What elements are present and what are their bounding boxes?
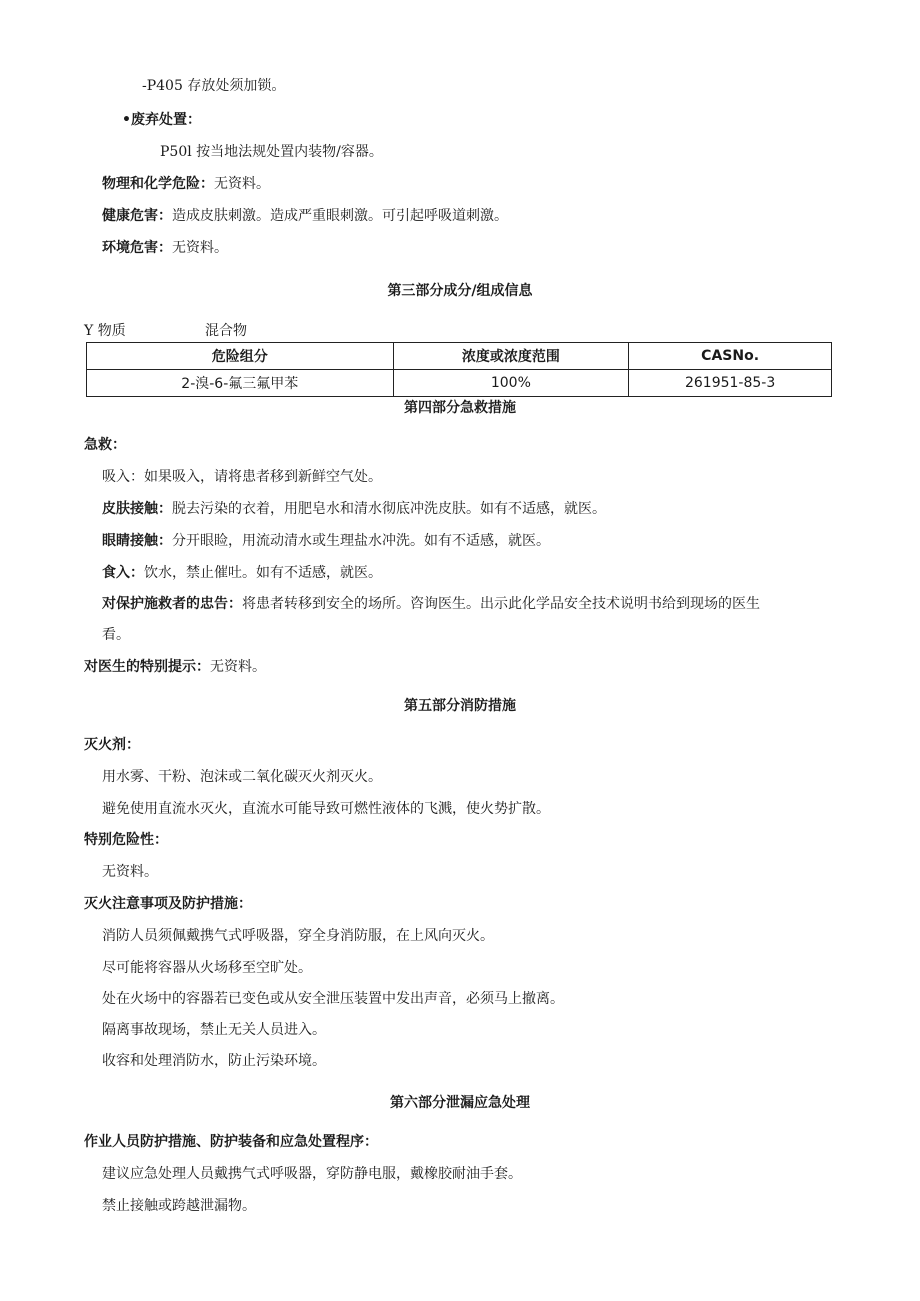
precautions-label: 灭火注意事项及防护措施：: [84, 896, 252, 912]
special-hazard-text: 无资料。: [102, 864, 158, 880]
disposal-bullet: •: [122, 112, 131, 128]
ingestion: [102, 563, 382, 583]
rescuer-advice-label: 对保护施救者的忠告：: [102, 596, 242, 612]
table-header-concentration: 浓度或浓度范围: [393, 343, 629, 370]
extinguishing-line: 避免使用直流水灭火，直流水可能导致可燃性液体的飞溅，使火势扩散。: [102, 801, 550, 817]
skin-contact-text: 脱去污染的衣着，用肥皂水和清水彻底冲洗皮肤。如有不适感，就医。: [172, 501, 606, 517]
personnel-line: 建议应急处理人员戴携气式呼吸器，穿防静电服，戴橡胶耐油手套。: [102, 1166, 522, 1182]
table-row: [87, 370, 832, 397]
substance-label: Y 物质: [84, 323, 126, 339]
precaution-line: 尽可能将容器从火场移至空旷处。: [102, 960, 312, 976]
extinguishing-label: 灭火剂：: [84, 737, 140, 753]
doctor-note: [84, 657, 266, 677]
environment-hazard-text: 无资料。: [172, 240, 228, 256]
doctor-note-label: 对医生的特别提示：: [84, 659, 210, 675]
special-hazard-label: 特别危险性：: [84, 832, 168, 848]
section3-title: 第三部分成分/组成信息: [387, 283, 533, 299]
table-cell-component: 2-溴-6-氟三氟甲苯: [87, 370, 394, 397]
precaution-line: 收容和处理消防水，防止污染环境。: [102, 1053, 326, 1069]
section6-title: 第六部分泄漏应急处理: [390, 1095, 530, 1111]
personnel-label: 作业人员防护措施、防护装备和应急处置程序：: [84, 1134, 378, 1150]
storage-p405: -P405 存放处须加锁。: [142, 78, 286, 94]
composition-table-header-row: [87, 343, 832, 370]
table-header-cas: CASNo.: [629, 343, 832, 370]
section5-title: 第五部分消防措施: [404, 698, 516, 714]
eye-contact-text: 分开眼睑，用流动清水或生理盐水冲洗。如有不适感，就医。: [172, 533, 550, 549]
environment-hazard-label: 环境危害：: [102, 240, 172, 256]
disposal-p501: P50l 按当地法规处置内装物/容器。: [160, 144, 383, 160]
precaution-line: 处在火场中的容器若已变色或从安全泄压装置中发出声音，必须马上撤离。: [102, 991, 564, 1007]
ingestion-label: 食入：: [102, 565, 144, 581]
health-hazard-text: 造成皮肤刺激。造成严重眼刺激。可引起呼吸道刺激。: [172, 208, 508, 224]
substance-value: 混合物: [205, 323, 247, 339]
skin-contact-label: 皮肤接触：: [102, 501, 172, 517]
composition-table: [86, 342, 832, 397]
health-hazard-label: 健康危害：: [102, 208, 172, 224]
physical-hazard: [102, 174, 270, 194]
skin-contact: [102, 499, 606, 519]
extinguishing-line: 用水雾、干粉、泡沫或二氧化碳灭火剂灭火。: [102, 769, 382, 785]
personnel-line: 禁止接触或跨越泄漏物。: [102, 1198, 256, 1214]
doctor-note-text: 无资料。: [210, 659, 266, 675]
table-cell-cas: 261951-85-3: [629, 370, 832, 397]
disposal-heading: [122, 110, 201, 130]
inhalation-text: 吸入：如果吸入，请将患者移到新鲜空气处。: [102, 469, 382, 485]
health-hazard: [102, 206, 508, 226]
section4-title: 第四部分急救措施: [404, 400, 516, 416]
precaution-line: 隔离事故现场，禁止无关人员进入。: [102, 1022, 326, 1038]
rescuer-advice-continued: 看。: [102, 627, 130, 643]
physical-hazard-text: 无资料。: [214, 176, 270, 192]
table-cell-concentration: 100%: [393, 370, 629, 397]
eye-contact-label: 眼睛接触：: [102, 533, 172, 549]
disposal-label: 废弃处置：: [130, 112, 201, 128]
rescuer-advice: [102, 594, 760, 614]
physical-hazard-label: 物理和化学危险：: [102, 176, 214, 192]
precaution-line: 消防人员须佩戴携气式呼吸器，穿全身消防服，在上风向灭火。: [102, 928, 494, 944]
eye-contact: [102, 531, 550, 551]
first-aid-label: 急救：: [84, 437, 126, 453]
environment-hazard: [102, 238, 228, 258]
rescuer-advice-text: 将患者转移到安全的场所。咨询医生。出示此化学品安全技术说明书给到现场的医生: [242, 596, 760, 612]
ingestion-text: 饮水，禁止催吐。如有不适感，就医。: [144, 565, 382, 581]
table-header-component: 危险组分: [87, 343, 394, 370]
